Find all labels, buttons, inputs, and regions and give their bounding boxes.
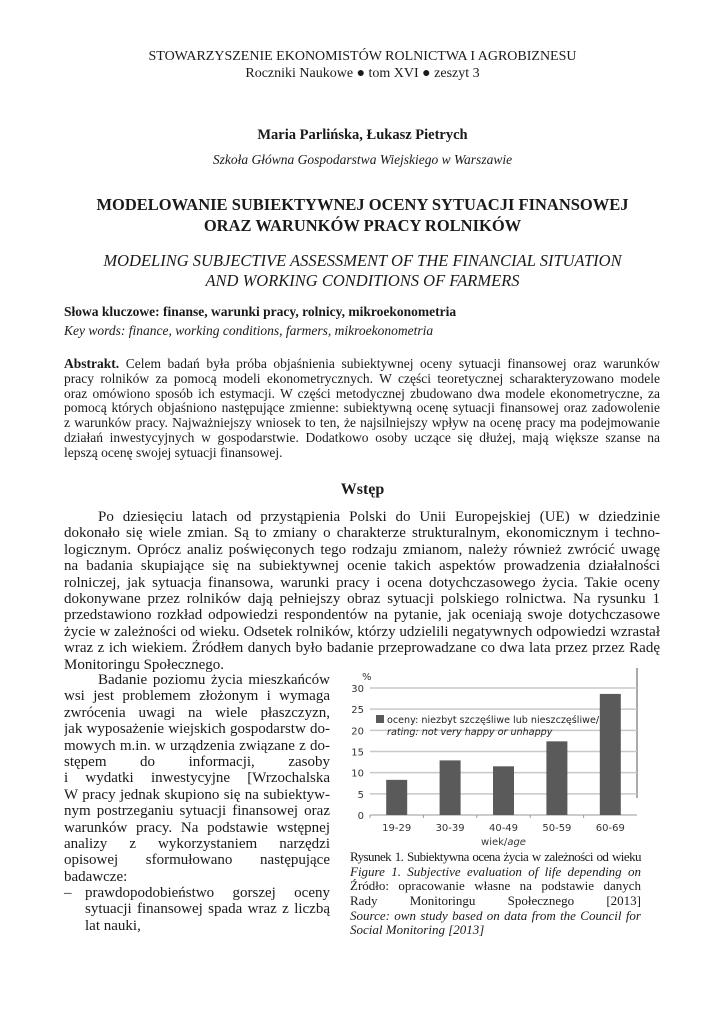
x-tick-label: 30-39 — [435, 823, 465, 834]
x-tick-label: 50-59 — [542, 823, 572, 834]
legend-label: rating: not very happy or unhappy — [387, 727, 553, 738]
title-en-line: AND WORKING CONDITIONS OF FARMERS — [205, 271, 520, 290]
authors: Maria Parlińska, Łukasz Pietrych — [257, 127, 468, 143]
bar-40-49 — [493, 766, 514, 815]
journal-issue: Roczniki Naukowe ● tom XVI ● zeszyt 3 — [245, 66, 480, 81]
body-line: wraz z ich wiekiem. Źródłem danych było badanie przeprowadzane co dwa lata przez przez Radę — [64, 640, 660, 657]
body-line: stępem do informacji, zasoby — [64, 753, 330, 770]
caption-line: Social Monitoring [2013] — [350, 923, 485, 938]
body-line: dokonywane przez rolników dają pełniejszy obraz sytuacji polskiego rolnictwa. Na rysunku 1 — [64, 590, 660, 607]
body-line: nym postrzeganiu sytuacji finansowej oraz — [64, 803, 330, 820]
body-line: życie w zależności od wieku. Odsetek rolników, którzy udzielili negatywnych odpowiedzi wzrastał — [64, 623, 660, 640]
keywords-pl: Słowa kluczowe: finanse, warunki pracy, rolnicy, mikroekonometria — [64, 304, 457, 319]
y-axis-label: % — [362, 672, 372, 683]
y-tick-label: 15 — [351, 747, 364, 759]
caption-line: Rysunek 1. Subiektywna ocena życia w zależności od wieku — [350, 850, 641, 864]
title-en — [0, 251, 725, 291]
abstract-line: Abstrakt. Celem badań była próba objaśnienia subiektywnej oceny sytuacji finansowej oraz warunków — [64, 357, 660, 371]
body-line: wsi jest problemem złożonym i wymaga — [64, 688, 330, 705]
list-line: prawdopodobieństwo gorszej oceny — [85, 885, 330, 901]
bar-chart — [340, 668, 645, 853]
abstract-line: oraz omówiono sposób ich estymacji. W części metodycznej zbudowano dwa modele ekonometryczne, za — [64, 386, 660, 401]
body-line: warunków pracy. Na podstawie wstępnej — [64, 819, 330, 836]
body-line: mowych m.in. w urządzenia związane z do- — [64, 737, 330, 754]
caption-line: Rady Monitoringu Społecznego [2013] — [350, 894, 641, 909]
abstract-line: pomocą których objaśniono następujące zmienne: subiektywną ocenę sytuacji finansowej oraz zadowolenie — [64, 401, 660, 416]
title-pl-line: ORAZ WARUNKÓW PRACY ROLNIKÓW — [203, 216, 522, 235]
y-tick-label: 5 — [357, 789, 364, 801]
body-line: rolniczej, jak sytuacja finansowa, warunki pracy i ocena dotychczasowego życia. Takie oceny — [64, 574, 660, 591]
keywords-en: Key words: finance, working conditions, farmers, mikroekonometria — [64, 323, 434, 338]
abstract-line: działań inwestycyjnych w gospodarstwie. Dodatkowo osoby uczące się dłużej, mają większe szanse na — [64, 430, 660, 445]
legend-swatch — [376, 715, 384, 723]
y-tick-label: 20 — [351, 726, 364, 738]
y-tick-label: 10 — [351, 768, 364, 780]
body-line: na badania skupiające się na subiektywnej ocenie takich aspektów prowadzenia działalności — [64, 558, 660, 575]
x-axis-label: wiek/age — [481, 837, 526, 848]
title-en-line: MODELING SUBJECTIVE ASSESSMENT OF THE FINANCIAL SITUATION — [103, 251, 622, 270]
title-pl — [0, 194, 725, 236]
body-line: i wydatki inwestycyjne [Wrzochalska — [64, 770, 330, 787]
abstract-line: lepszą ocenę swojej sytuacji finansowej. — [64, 445, 283, 460]
list-line: sytuacji finansowej spada wraz z liczbą — [85, 901, 330, 918]
body-line: badawcze: — [64, 868, 128, 885]
body-line: Po dziesięciu latach od przystąpienia Polski do Unii Europejskiej (UE) w dziedzinie — [98, 509, 660, 525]
caption-line: Źródło: opracowanie własne na podstawie danych — [350, 879, 641, 894]
body-line: przedstawiono rozkład odpowiedzi respondentów na pytanie, jak oceniają swoje dotychczasowe — [64, 607, 660, 624]
hypothesis-list-item — [64, 885, 330, 934]
x-tick-label: 60-69 — [595, 823, 625, 834]
journal-publisher: STOWARZYSZENIE EKONOMISTÓW ROLNICTWA I AGROBIZNESU — [148, 49, 577, 64]
abstract-line: z warunków pracy. Najważniejszy wniosek to ten, że najsilniejszy wpływ na ocenę pracy ma podejmowanie — [64, 416, 660, 431]
title-pl-line: MODELOWANIE SUBIEKTYWNEJ OCENY SYTUACJI FINANSOWEJ — [96, 195, 629, 214]
bar-50-59 — [546, 741, 567, 815]
column-paragraph — [64, 672, 330, 885]
y-tick-label: 30 — [351, 684, 364, 695]
body-line: logicznym. Oprócz analiz poświęconych tego rodzaju zmianom, należy również zwrócić uwagę — [64, 541, 660, 558]
legend-label: oceny: niezbyt szczęśliwe lub nieszczęśliwe/ — [387, 715, 600, 726]
body-line: dokonało się wiele zmian. Są to zmiany o charakterze strukturalnym, ekonomicznym i techno- — [64, 525, 660, 542]
section-title: Wstęp — [340, 481, 385, 498]
abstract — [64, 357, 660, 461]
abstract-line: pracy rolników za pomocą modeli ekonometrycznych. W części teoretycznej scharakteryzowano modele — [64, 371, 660, 386]
affiliation: Szkoła Główna Gospodarstwa Wiejskiego w Warszawie — [212, 152, 513, 167]
body-line: jak wyposażenie wiejskich gospodarstw do- — [64, 721, 330, 738]
body-line: zwrócenia uwagi na wiele płaszczyzn, — [64, 704, 330, 721]
caption-line: Source: own study based on data from the Council for — [350, 908, 641, 923]
list-line: lat nauki, — [85, 917, 141, 934]
caption-line: Figure 1. Subjective evaluation of life depending on — [350, 864, 641, 879]
abstract-label: Abstrakt. — [64, 357, 120, 371]
list-dash: – — [64, 885, 72, 901]
y-tick-label: 25 — [351, 705, 364, 717]
body-line: opisowej sformułowano następujące — [64, 852, 330, 869]
bar-30-39 — [440, 760, 461, 815]
body-line: W pracy jednak skupiono się na subiektyw- — [64, 786, 330, 803]
figure-caption — [350, 850, 641, 938]
x-tick-label: 40-49 — [488, 823, 519, 834]
intro-paragraph — [64, 509, 660, 673]
x-tick-label: 19-29 — [382, 823, 412, 834]
bar-19-29 — [386, 780, 407, 815]
body-line: Monitoringu Społecznego. — [64, 656, 224, 673]
body-line: analizy z wykorzystaniem narzędzi — [64, 835, 330, 852]
body-line: Badanie poziomu życia mieszkańców — [98, 672, 330, 688]
bar-60-69 — [600, 694, 621, 815]
y-tick-label: 0 — [357, 811, 364, 822]
